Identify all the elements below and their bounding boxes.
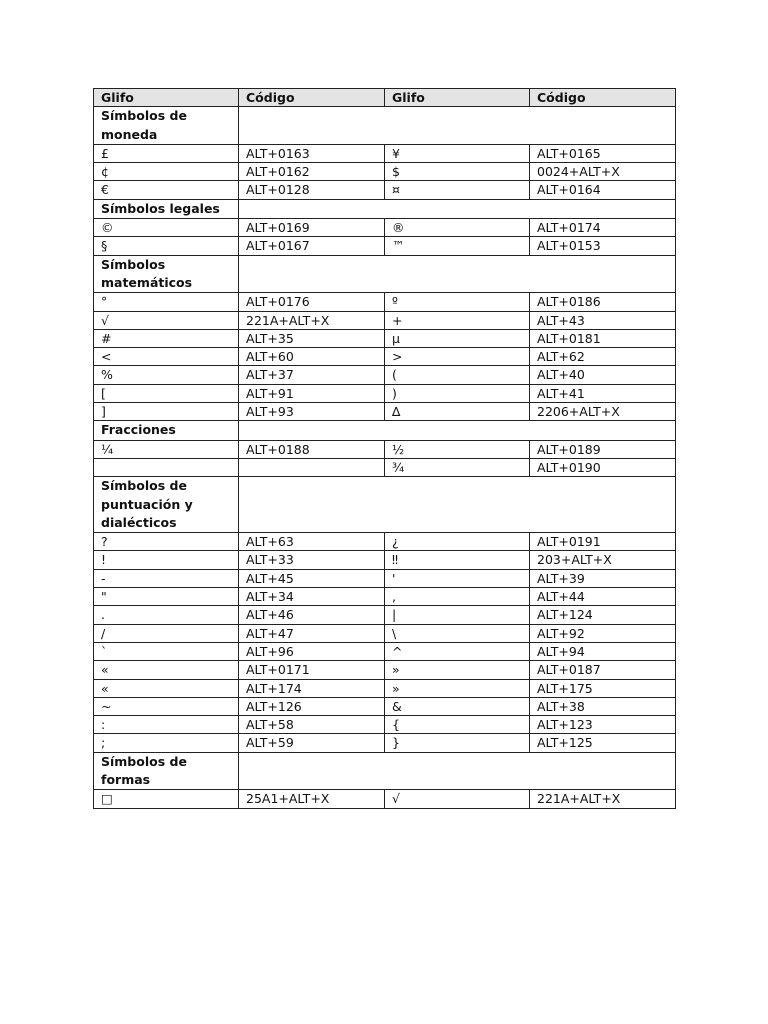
header-glifo-2: Glifo [385,89,530,107]
table-row [94,219,676,237]
header-glifo-1: Glifo [94,89,239,107]
code-cell: 0024+ALT+X [530,163,676,181]
table-row [94,697,676,715]
section-empty-cell [239,477,676,533]
code-cell: ALT+126 [239,697,385,715]
glyph-cell: © [94,219,239,237]
section-empty-cell [239,752,676,790]
glyph-cell: : [94,716,239,734]
glyph-cell: ® [385,219,530,237]
code-cell: ALT+41 [530,384,676,402]
glyph-cell: □ [94,790,239,808]
code-cell: 221A+ALT+X [239,311,385,329]
code-cell: ALT+0171 [239,661,385,679]
table-row [94,440,676,458]
glyph-code-table [93,88,676,809]
table-row [94,624,676,642]
table-row [94,163,676,181]
code-cell: 25A1+ALT+X [239,790,385,808]
table-row [94,311,676,329]
table-row [94,661,676,679]
glyph-cell: ¢ [94,163,239,181]
glyph-cell: ) [385,384,530,402]
section-empty-cell [239,421,676,440]
code-cell: ALT+35 [239,329,385,347]
section-row [94,255,676,293]
section-label: Símbolos de formas [94,752,239,790]
table-header-row [94,89,676,107]
glyph-cell [94,458,239,476]
glyph-cell: > [385,348,530,366]
header-codigo-1: Código [239,89,385,107]
code-cell: ALT+93 [239,403,385,421]
code-cell: ALT+123 [530,716,676,734]
code-cell: ALT+45 [239,569,385,587]
code-cell: ALT+0128 [239,181,385,199]
code-cell: ALT+34 [239,588,385,606]
glyph-cell: / [94,624,239,642]
code-cell: ALT+0181 [530,329,676,347]
code-cell: ALT+0167 [239,237,385,255]
code-cell: ALT+39 [530,569,676,587]
glyph-cell: √ [94,311,239,329]
glyph-cell: & [385,697,530,715]
section-empty-cell [239,255,676,293]
glyph-cell: ¼ [94,440,239,458]
glyph-cell: ∆ [385,403,530,421]
section-empty-cell [239,199,676,218]
code-cell: ALT+175 [530,679,676,697]
table-row [94,348,676,366]
code-cell: ALT+94 [530,642,676,660]
glyph-cell: . [94,606,239,624]
glyph-cell: \ [385,624,530,642]
code-cell: ALT+47 [239,624,385,642]
code-cell: ALT+46 [239,606,385,624]
table-row [94,237,676,255]
code-cell: ALT+125 [530,734,676,752]
code-cell: ALT+40 [530,366,676,384]
header-codigo-2: Código [530,89,676,107]
code-cell: ALT+0163 [239,144,385,162]
table-row [94,606,676,624]
code-cell: ALT+37 [239,366,385,384]
section-label: Símbolos de puntuación y dialécticos [94,477,239,533]
code-cell: ALT+96 [239,642,385,660]
table-row [94,734,676,752]
code-cell: ALT+0190 [530,458,676,476]
table-row [94,551,676,569]
code-cell: ALT+0153 [530,237,676,255]
glyph-cell: - [94,569,239,587]
glyph-cell: ~ [94,697,239,715]
section-label: Símbolos legales [94,199,239,218]
glyph-cell: ™ [385,237,530,255]
glyph-cell: # [94,329,239,347]
glyph-cell: µ [385,329,530,347]
glyph-cell: ; [94,734,239,752]
table-row [94,679,676,697]
glyph-cell: { [385,716,530,734]
glyph-cell: $ [385,163,530,181]
code-cell: ALT+0188 [239,440,385,458]
glyph-cell: } [385,734,530,752]
glyph-cell: , [385,588,530,606]
glyph-cell: ¥ [385,144,530,162]
table-row [94,366,676,384]
table-row [94,293,676,311]
code-cell: ALT+91 [239,384,385,402]
code-cell: ALT+174 [239,679,385,697]
table-row [94,458,676,476]
section-label: Símbolos de moneda [94,107,239,145]
glyph-cell: < [94,348,239,366]
code-cell: ALT+43 [530,311,676,329]
glyph-cell: º [385,293,530,311]
glyph-cell: [ [94,384,239,402]
glyph-cell: ½ [385,440,530,458]
code-cell: ALT+60 [239,348,385,366]
code-cell: ALT+0165 [530,144,676,162]
glyph-cell: ] [94,403,239,421]
glyph-cell: ¤ [385,181,530,199]
glyph-cell: £ [94,144,239,162]
section-row [94,421,676,440]
glyph-cell: « [94,661,239,679]
table-row [94,642,676,660]
glyph-cell: ? [94,533,239,551]
section-label: Símbolos matemáticos [94,255,239,293]
table-row [94,533,676,551]
glyph-cell: ^ [385,642,530,660]
section-label: Fracciones [94,421,239,440]
glyph-cell: √ [385,790,530,808]
table-row [94,144,676,162]
table-row [94,329,676,347]
code-cell: ALT+44 [530,588,676,606]
code-cell: 203+ALT+X [530,551,676,569]
code-cell: ALT+33 [239,551,385,569]
table-row [94,181,676,199]
code-cell: ALT+0169 [239,219,385,237]
glyph-cell: € [94,181,239,199]
section-row [94,752,676,790]
code-cell: 2206+ALT+X [530,403,676,421]
code-cell: ALT+0164 [530,181,676,199]
code-cell: ALT+38 [530,697,676,715]
code-cell: ALT+92 [530,624,676,642]
table-row [94,790,676,808]
code-cell: ALT+0186 [530,293,676,311]
glyph-cell: » [385,679,530,697]
code-cell: ALT+0176 [239,293,385,311]
code-cell: ALT+0187 [530,661,676,679]
code-cell: ALT+0191 [530,533,676,551]
code-cell: 221A+ALT+X [530,790,676,808]
code-cell: ALT+124 [530,606,676,624]
glyph-cell: ' [385,569,530,587]
section-row [94,477,676,533]
glyph-cell: ° [94,293,239,311]
glyph-cell: " [94,588,239,606]
glyph-cell: ` [94,642,239,660]
glyph-cell: ‼ [385,551,530,569]
table-row [94,588,676,606]
glyph-cell: » [385,661,530,679]
glyph-cell: % [94,366,239,384]
code-cell: ALT+62 [530,348,676,366]
table-body [94,107,676,808]
code-cell: ALT+0162 [239,163,385,181]
code-cell [239,458,385,476]
table-row [94,403,676,421]
table-row [94,716,676,734]
section-row [94,107,676,145]
code-cell: ALT+0189 [530,440,676,458]
code-cell: ALT+58 [239,716,385,734]
code-cell: ALT+0174 [530,219,676,237]
glyph-cell: | [385,606,530,624]
glyph-cell: ( [385,366,530,384]
code-cell: ALT+59 [239,734,385,752]
section-empty-cell [239,107,676,145]
glyph-cell: § [94,237,239,255]
glyph-cell: « [94,679,239,697]
section-row [94,199,676,218]
glyph-cell: ¾ [385,458,530,476]
table-row [94,569,676,587]
glyph-cell: ¿ [385,533,530,551]
glyph-cell: ! [94,551,239,569]
glyph-cell: + [385,311,530,329]
code-cell: ALT+63 [239,533,385,551]
table-row [94,384,676,402]
